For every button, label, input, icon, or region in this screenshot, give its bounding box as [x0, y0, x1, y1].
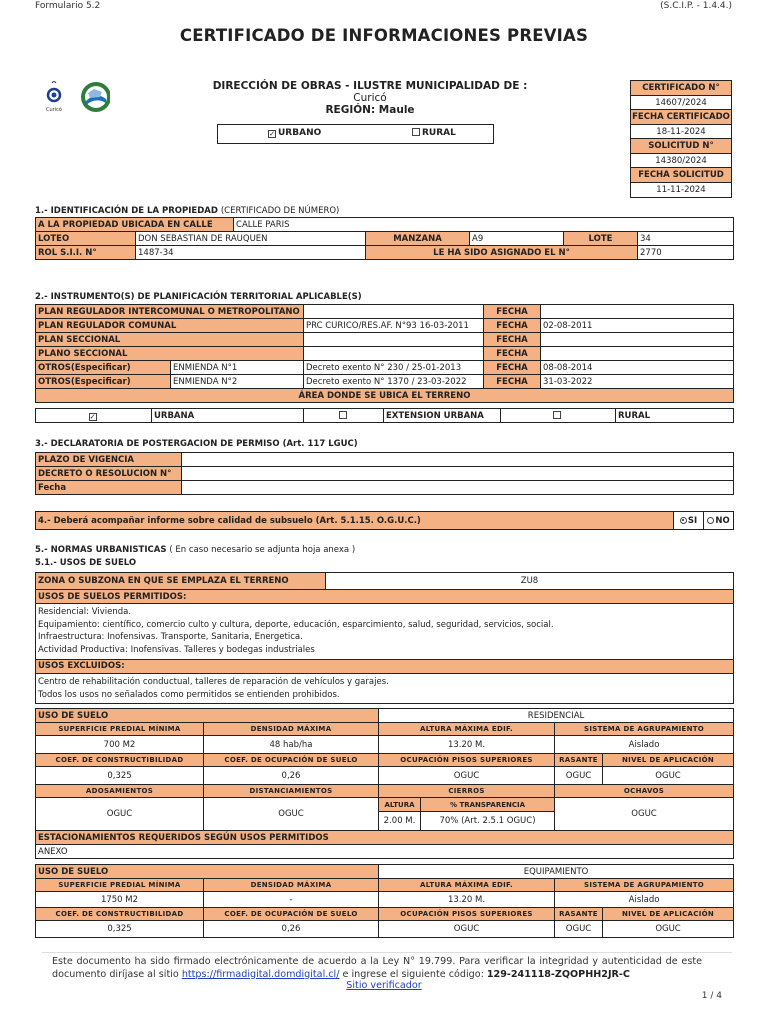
manzana-label: MANZANA: [366, 232, 470, 246]
pisos-header: OCUPACIÓN PISOS SUPERIORES: [379, 754, 555, 767]
res-ados: OGUC: [36, 798, 204, 831]
planning-fecha-label: FECHA: [484, 319, 541, 333]
checkbox-empty-icon: [339, 411, 347, 419]
cert-number-value: 14607/2024: [631, 96, 731, 111]
radio-empty-icon: [707, 517, 714, 524]
planning-ref: [304, 347, 484, 361]
sitio-verificador-link[interactable]: Sitio verificador: [346, 980, 422, 991]
residencial-name: RESIDENCIAL: [379, 709, 734, 723]
list-item: Centro de rehabilitación conductual, talleres de reparación de vehículos y garajes.: [38, 676, 389, 687]
usos-suelo-table: [35, 572, 734, 704]
nivel-header: NIVEL DE APLICACIÓN: [603, 754, 734, 767]
eq-alt: 13.20 M.: [379, 892, 555, 908]
subsuelo-label: 4.- Deberá acompañar informe sobre calidad de subsuelo (Art. 5.1.15. O.G.U.C.): [36, 512, 674, 530]
urbana-label: URBANA: [152, 409, 304, 423]
checkbox-empty-icon: [412, 128, 420, 136]
res-altura: 2.00 M.: [379, 812, 421, 831]
no-option[interactable]: [704, 512, 734, 530]
uso-suelo-label: USO DE SUELO: [36, 709, 379, 723]
asignado-label: LE HA SIDO ASIGNADO EL N°: [366, 246, 638, 260]
planning-label: PLAN REGULADOR COMUNAL: [36, 319, 304, 333]
area-label: ÁREA DONDE SE UBICA EL TERRENO: [36, 389, 734, 403]
eq-ras: OGUC: [555, 921, 603, 938]
footer-text1: Este documento ha sido firmado electrónicamente de acuerdo a la Ley N° 19.799. Para verificar la integridad y autenticidad de este documento diríjase al sitio: [52, 956, 702, 980]
subsuelo-table: [35, 511, 734, 530]
planning-row: [36, 333, 734, 347]
planning-fecha-label: FECHA: [484, 333, 541, 347]
section5-title-note: ( En caso necesario se adjunta hoja anexa ): [169, 545, 356, 555]
planning-sub: ENMIENDA N°2: [171, 375, 304, 389]
agr-header-2: SISTEMA DE AGRUPAMIENTO: [555, 879, 734, 892]
altura-header: ALTURA: [379, 798, 421, 812]
planning-row: [36, 319, 734, 333]
coef-header: COEF. DE CONSTRUCTIBILIDAD: [36, 754, 204, 767]
section51-title: 5.1.- USOS DE SUELO: [35, 558, 137, 568]
equipamiento-table: [35, 864, 734, 938]
estac-label: ESTACIONAMIENTOS REQUERIDOS SEGÚN USOS PERMITIDOS: [36, 831, 734, 845]
header-line1: DIRECCIÓN DE OBRAS - ILUSTRE MUNICIPALIDAD DE :: [212, 80, 528, 92]
dens-header-2: DENSIDAD MÁXIMA: [204, 879, 379, 892]
footer-divider: [42, 952, 732, 953]
loteo-value: DON SEBASTIAN DE RAUQUEN: [136, 232, 366, 246]
eq-nivel: OGUC: [603, 921, 734, 938]
res-dist: OGUC: [204, 798, 379, 831]
planning-label: PLAN REGULADOR INTERCOMUNAL O METROPOLITANO: [36, 305, 304, 319]
rural-option[interactable]: [412, 128, 456, 138]
decreto-label: DECRETO O RESOLUCION N°: [36, 467, 182, 481]
logo-caption: Curicó: [46, 107, 62, 113]
urbano-option[interactable]: [268, 128, 321, 138]
cierros-header: CIERROS: [379, 785, 555, 798]
ados-header: ADOSAMIENTOS: [36, 785, 204, 798]
section3-title: 3.- DECLARATORIA DE POSTERGACION DE PERMISO (Art. 117 LGUC): [35, 439, 358, 449]
eq-pisos: OGUC: [379, 921, 555, 938]
planning-row: [36, 375, 734, 389]
agr-header: SISTEMA DE AGRUPAMIENTO: [555, 723, 734, 736]
planning-row: [36, 305, 734, 319]
property-table: [35, 217, 734, 260]
solicitud-value: 14380/2024: [631, 154, 731, 169]
page-number: 1 / 4: [701, 991, 722, 1001]
planning-sub: ENMIENDA N°1: [171, 361, 304, 375]
section1-title: [35, 206, 339, 216]
rural-label: RURAL: [422, 128, 456, 138]
ras-header-2: RASANTE: [555, 908, 603, 921]
urbano-rural-selector: [217, 124, 494, 144]
res-ocup: 0,26: [204, 767, 379, 785]
lote-value: 34: [638, 232, 734, 246]
calle-label: A LA PROPIEDAD UBICADA EN CALLE: [36, 218, 234, 232]
res-transp: 70% (Art. 2.5.1 OGUC): [421, 812, 555, 831]
dens-header: DENSIDAD MÁXIMA: [204, 723, 379, 736]
check-icon: ✓: [269, 130, 275, 138]
planning-fecha: 08-08-2014: [541, 361, 734, 375]
section5-title: [35, 545, 355, 555]
plazo-label: PLAZO DE VIGENCIA: [36, 453, 182, 467]
res-ochavos: OGUC: [555, 798, 734, 831]
planning-fecha-label: FECHA: [484, 347, 541, 361]
planning-ref: PRC CURICO/RES.AF. N°93 16-03-2011: [304, 319, 484, 333]
planning-row: [36, 347, 734, 361]
planning-fecha: [541, 333, 734, 347]
planning-fecha-label: FECHA: [484, 305, 541, 319]
rol-value: 1487-34: [136, 246, 366, 260]
eq-ocup: 0,26: [204, 921, 379, 938]
planning-table: [35, 304, 734, 403]
sup-header: SUPERFICIE PREDIAL MÍNIMA: [36, 723, 204, 736]
eq-agr: Aislado: [555, 892, 734, 908]
checkbox-empty-icon: [553, 411, 561, 419]
transp-header: % TRANSPARENCIA: [421, 798, 555, 812]
zona-value: ZU8: [326, 573, 734, 590]
urbano-label: URBANO: [278, 128, 322, 138]
plazo-value: [182, 453, 734, 467]
estac-value: ANEXO: [36, 845, 734, 859]
planning-fecha: 02-08-2011: [541, 319, 734, 333]
solicitud-label: SOLICITUD N°: [631, 139, 731, 154]
eq-sup: 1750 M2: [36, 892, 204, 908]
rural-label: RURAL: [616, 409, 734, 423]
asignado-value: 2770: [638, 246, 734, 260]
nivel-header-2: NIVEL DE APLICACIÓN: [603, 908, 734, 921]
list-item: Infraestructura: Inofensivas. Transporte, Sanitaria, Energetica.: [38, 632, 303, 643]
excluidos-label: USOS EXCLUIDOS:: [36, 659, 734, 673]
check-icon: ✓: [89, 412, 96, 421]
certificate-info-box: [630, 80, 732, 198]
urbana-checkbox[interactable]: [36, 409, 152, 423]
permitidos-list: [36, 604, 734, 660]
eq-dens: -: [204, 892, 379, 908]
signature-notice: [52, 956, 702, 981]
postergacion-table: [35, 452, 734, 495]
planning-ref: [304, 333, 484, 347]
planning-label: OTROS(Especificar): [36, 361, 171, 375]
list-item: Todos los usos no señalados como permitidos se entienden prohibidos.: [38, 689, 340, 700]
verification-code: 129-241118-ZQOPHH2JR-C: [486, 968, 630, 980]
sup-header-2: SUPERFICIE PREDIAL MÍNIMA: [36, 879, 204, 892]
eq-coef: 0,325: [36, 921, 204, 938]
res-dens: 48 hab/ha: [204, 736, 379, 754]
ocup-header: COEF. DE OCUPACIÓN DE SUELO: [204, 754, 379, 767]
radio-selected-icon: [680, 517, 687, 524]
section1-title-note: (CERTIFICADO DE NÚMERO): [220, 206, 340, 216]
header-city: Curicó: [353, 92, 387, 104]
cert-date-label: FECHA CERTIFICADO: [631, 110, 731, 125]
list-item: Equipamiento: científico, comercio culto y cultura, deporte, educación, esparcimiento, salud, seguridad, servicios, social.: [38, 619, 554, 630]
calle-value: CALLE PARIS: [234, 218, 734, 232]
res-nivel: OGUC: [603, 767, 734, 785]
form-label: Formulario 5.2: [35, 1, 101, 11]
list-item: Residencial: Vivienda.: [38, 607, 132, 617]
planning-ref: Decreto exento N° 1370 / 23-03-2022: [304, 375, 484, 389]
coef-header-2: COEF. DE CONSTRUCTIBILIDAD: [36, 908, 204, 921]
solicitud-date-label: FECHA SOLICITUD: [631, 168, 731, 183]
planning-label: PLAN SECCIONAL: [36, 333, 304, 347]
cert-date-value: 18-11-2024: [631, 125, 731, 140]
uso-suelo-label-2: USO DE SUELO: [36, 865, 379, 879]
alt-header: ALTURA MÁXIMA EDIF.: [379, 723, 555, 736]
dist-header: DISTANCIAMIENTOS: [204, 785, 379, 798]
planning-label: PLANO SECCIONAL: [36, 347, 304, 361]
res-alt: 13.20 M.: [379, 736, 555, 754]
res-coef: 0,325: [36, 767, 204, 785]
planning-fecha-label: FECHA: [484, 361, 541, 375]
res-pisos: OGUC: [379, 767, 555, 785]
list-item: Actividad Productiva: Inofensivas. Talleres y bodegas industriales: [38, 645, 315, 656]
si-option[interactable]: [674, 512, 704, 530]
ochavos-header: OCHAVOS: [555, 785, 734, 798]
loteo-label: LOTEO: [36, 232, 136, 246]
si-label: SI: [687, 515, 698, 526]
cert-number-label: CERTIFICADO N°: [631, 81, 731, 96]
rol-label: ROL S.I.I. N°: [36, 246, 136, 260]
planning-fecha: 31-03-2022: [541, 375, 734, 389]
footer-text2: e ingrese el siguiente código:: [342, 968, 484, 980]
section2-title: 2.- INSTRUMENTO(S) DE PLANIFICACIÓN TERRITORIAL APLICABLE(S): [35, 292, 362, 302]
header-block: [200, 80, 540, 116]
area-table: [35, 408, 734, 423]
fecha3-value: [182, 481, 734, 495]
residencial-table: [35, 708, 734, 859]
page-title: CERTIFICADO DE INFORMACIONES PREVIAS: [179, 26, 589, 45]
fecha3-label: Fecha: [36, 481, 182, 495]
section5-title-text: 5.- NORMAS URBANISTICAS: [35, 545, 167, 555]
no-label: NO: [715, 515, 730, 526]
firmadigital-link[interactable]: https://firmadigital.domdigital.cl/: [181, 968, 340, 980]
ras-header: RASANTE: [555, 754, 603, 767]
res-agr: Aislado: [555, 736, 734, 754]
alt-header-2: ALTURA MÁXIMA EDIF.: [379, 879, 555, 892]
planning-ref: [304, 305, 484, 319]
extension-checkbox[interactable]: [304, 409, 384, 423]
planning-ref: Decreto exento N° 230 / 25-01-2013: [304, 361, 484, 375]
planning-label: OTROS(Especificar): [36, 375, 171, 389]
ocup-header-2: COEF. DE OCUPACIÓN DE SUELO: [204, 908, 379, 921]
res-sup: 700 M2: [36, 736, 204, 754]
pisos-header-2: OCUPACIÓN PISOS SUPERIORES: [379, 908, 555, 921]
manzana-value: A9: [470, 232, 564, 246]
form-code: (S.C.I.P. - 1.4.4.): [660, 1, 732, 11]
planning-fecha-label: FECHA: [484, 375, 541, 389]
permitidos-label: USOS DE SUELOS PERMITIDOS:: [36, 590, 734, 604]
excluidos-list: [36, 673, 734, 703]
lote-label: LOTE: [564, 232, 638, 246]
header-region: REGIÓN: Maule: [325, 104, 415, 116]
res-ras: OGUC: [555, 767, 603, 785]
section1-title-text: 1.- IDENTIFICACIÓN DE LA PROPIEDAD: [35, 206, 218, 216]
planning-fecha: [541, 347, 734, 361]
municipality-logo: [44, 79, 110, 121]
equip-name: EQUIPAMIENTO: [379, 865, 734, 879]
decreto-value: [182, 467, 734, 481]
zona-label: ZONA O SUBZONA EN QUE SE EMPLAZA EL TERRENO: [36, 573, 326, 590]
solicitud-date-value: 11-11-2024: [656, 184, 706, 195]
rural-checkbox[interactable]: [501, 409, 616, 423]
planning-fecha: [541, 305, 734, 319]
extension-label: EXTENSION URBANA: [384, 409, 501, 423]
planning-row: [36, 361, 734, 375]
